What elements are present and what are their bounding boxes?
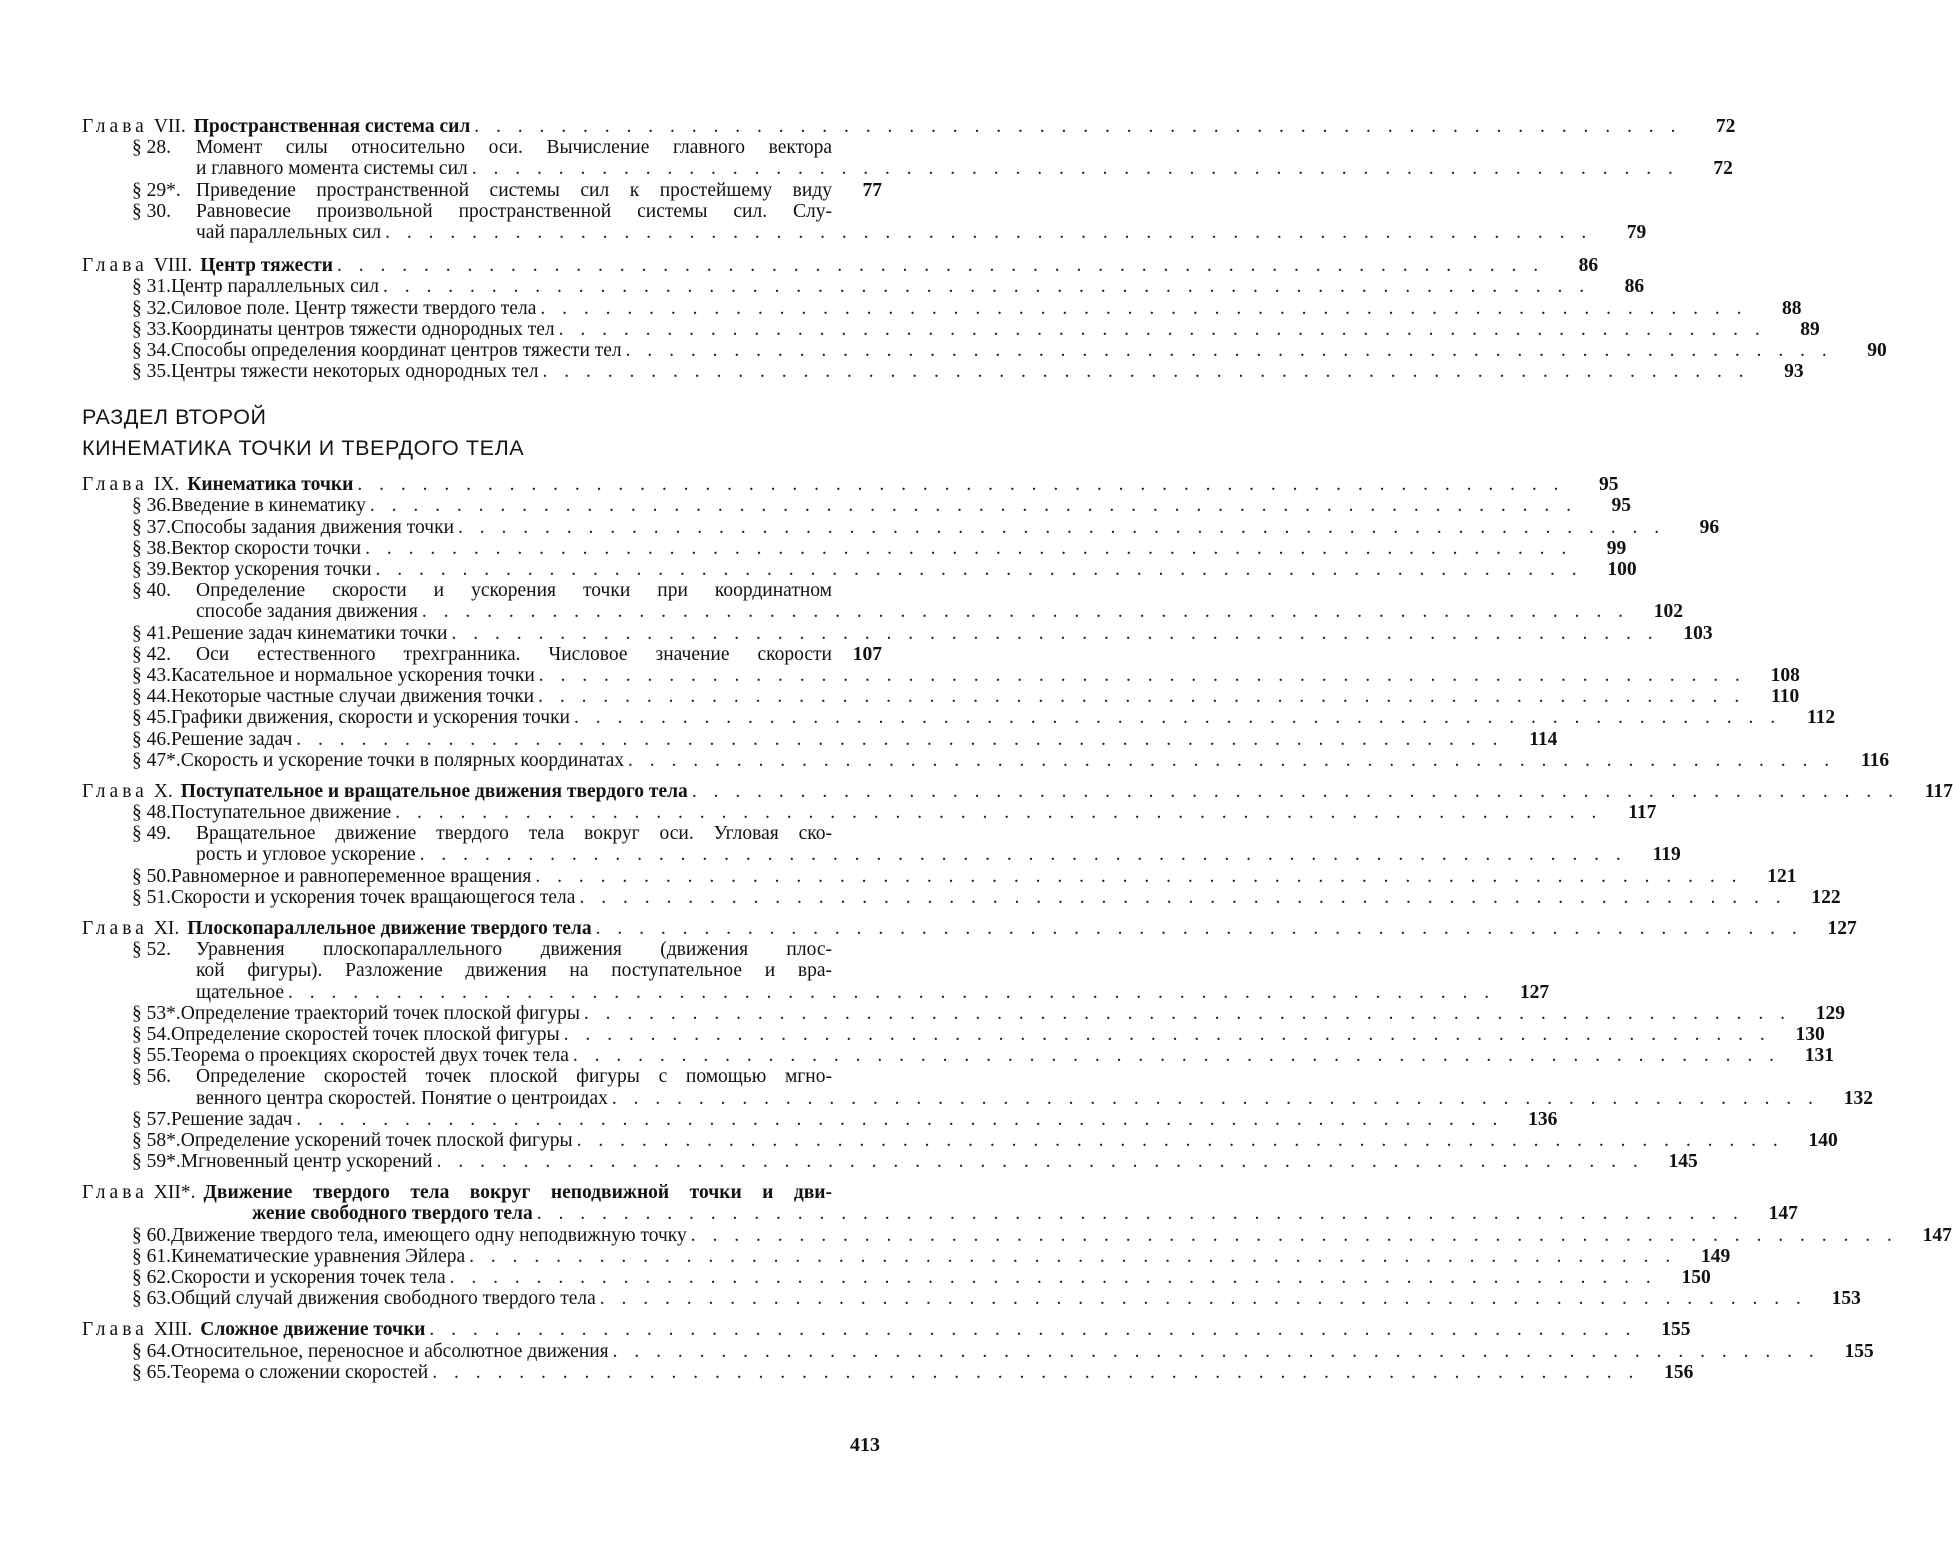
toc-entry-continuation bbox=[82, 601, 1683, 623]
dot-leader: . . . . . . . . . . . . . . . . . . . . . . . . . . . . . . . . . . . . . . . . . . . . . . . . . . . . . . . . bbox=[595, 918, 1803, 939]
section-title: Определение скорости и ускорения точки при координатном bbox=[196, 580, 832, 602]
page-ref: 132 bbox=[1843, 1087, 1873, 1109]
section-number: § 55. bbox=[132, 1045, 171, 1067]
page-ref: 140 bbox=[1808, 1129, 1838, 1151]
dot-leader: . . . . . . . . . . . . . . . . . . . . . . . . . . . . . . . . . . . . . . . . . . . . . . . . . . . . . . . . bbox=[369, 495, 1577, 517]
section-number: § 63. bbox=[132, 1288, 171, 1310]
section-number: § 58*. bbox=[132, 1129, 181, 1151]
dot-leader: . . . . . . . . . . . . . . . . . . . . . . . . . . . . . . . . . . . . . . . . . . . . . . . . . . . . . . . . bbox=[538, 664, 1746, 686]
section-number: § 48. bbox=[132, 802, 171, 824]
chapter-title: Поступательное и вращательное движения твердого тела bbox=[180, 780, 688, 802]
section-number: § 31. bbox=[132, 276, 171, 298]
page-ref: 119 bbox=[1652, 844, 1681, 866]
dot-leader: . . . . . . . . . . . . . . . . . . . . . . . . . . . . . . . . . . . . . . . . . . . . . . . . . . . . . . . . bbox=[542, 361, 1750, 383]
section-number: § 61. bbox=[132, 1245, 171, 1267]
section-number: § 65. bbox=[132, 1361, 171, 1383]
chapter-12-heading-continuation bbox=[82, 1203, 1798, 1225]
section-number: § 35. bbox=[132, 361, 171, 383]
toc-entry bbox=[82, 749, 1890, 771]
section-title: Движение твердого тела, имеющего одну неподвижную точку bbox=[171, 1224, 687, 1246]
chapter-label: Глава bbox=[82, 116, 148, 137]
section-number: § 51. bbox=[132, 886, 171, 908]
dot-leader: . . . . . . . . . . . . . . . . . . . . . . . . . . . . . . . . . . . . . . . . . . . . . . . . . . . . . . . . bbox=[436, 1151, 1644, 1173]
dot-leader: . . . . . . . . . . . . . . . . . . . . . . . . . . . . . . . . . . . . . . . . . . . . . . . . . . . . . . . . bbox=[625, 339, 1833, 361]
page-ref: 96 bbox=[1699, 516, 1720, 538]
section-number: § 39. bbox=[132, 559, 171, 580]
dot-leader: . . . . . . . . . . . . . . . . . . . . . . . . . . . . . . . . . . . . . . . . . . . . . . . . . . . . . . . . bbox=[432, 1361, 1640, 1383]
section-title: Вектор скорости точки bbox=[171, 537, 362, 559]
toc-entry bbox=[82, 361, 1804, 383]
section-title: Силовое поле. Центр тяжести твердого тела bbox=[171, 297, 537, 319]
page-ref: 93 bbox=[1784, 361, 1804, 383]
chapter-title: Кинематика точки bbox=[187, 474, 354, 496]
toc-entry bbox=[82, 802, 1657, 824]
section-title: Графики движения, скорости и ускорения точки bbox=[171, 707, 570, 729]
toc-entry-continuation bbox=[82, 1087, 1873, 1109]
section-title: Определение скоростей точек плоской фигуры с помощью мгно- bbox=[196, 1066, 832, 1088]
section-number: § 43. bbox=[132, 664, 171, 686]
toc-entry bbox=[82, 939, 882, 960]
section-number: § 34. bbox=[132, 339, 171, 361]
toc-entry bbox=[82, 1023, 1825, 1045]
page-ref: 117 bbox=[1628, 802, 1657, 824]
section-number: § 62. bbox=[132, 1267, 171, 1288]
toc-entry bbox=[82, 297, 1802, 319]
toc-entry bbox=[82, 1129, 1838, 1151]
dot-leader: . . . . . . . . . . . . . . . . . . . . . . . . . . . . . . . . . . . . . . . . . . . . . . . . . . . . . . . . bbox=[572, 1045, 1780, 1067]
section-title: чай параллельных сил bbox=[196, 221, 382, 243]
dot-leader: . . . . . . . . . . . . . . . . . . . . . . . . . . . . . . . . . . . . . . . . . . . . . . . . . . . . . . . . bbox=[375, 559, 1583, 580]
page-ref: 110 bbox=[1771, 686, 1800, 708]
page-ref: 90 bbox=[1867, 339, 1887, 361]
toc-entry bbox=[82, 686, 1800, 708]
part-number: РАЗДЕЛ ВТОРОЙ bbox=[82, 405, 267, 430]
page-ref: 95 bbox=[1611, 495, 1631, 517]
section-number: § 44. bbox=[132, 686, 171, 708]
page-ref: 116 bbox=[1860, 749, 1890, 771]
chapter-number: VII. bbox=[153, 116, 186, 137]
dot-leader: . . . . . . . . . . . . . . . . . . . . . . . . . . . . . . . . . . . . . . . . . . . . . . . . . . . . . . . . bbox=[365, 537, 1573, 559]
page-ref: 153 bbox=[1831, 1288, 1861, 1310]
dot-leader: . . . . . . . . . . . . . . . . . . . . . . . . . . . . . . . . . . . . . . . . . . . . . . . . . . . . . . . . bbox=[288, 981, 1496, 1003]
section-number: § 64. bbox=[132, 1340, 171, 1362]
toc-entry bbox=[82, 1045, 1834, 1067]
section-number: § 29*. bbox=[132, 179, 181, 201]
section-title: Момент силы относительно оси. Вычисление главного вектора bbox=[196, 137, 832, 159]
toc-entry bbox=[82, 180, 882, 201]
section-number: § 30. bbox=[132, 200, 171, 222]
dot-leader: . . . . . . . . . . . . . . . . . . . . . . . . . . . . . . . . . . . . . . . . . . . . . . . . . . . . . . . . bbox=[458, 516, 1666, 538]
toc-entry bbox=[82, 201, 882, 222]
chapter-number: XII*. bbox=[153, 1182, 196, 1204]
dot-leader: . . . . . . . . . . . . . . . . . . . . . . . . . . . . . . . . . . . . . . . . . . . . . . . . . . . . . . . . bbox=[449, 1267, 1657, 1288]
dot-leader: . . . . . . . . . . . . . . . . . . . . . . . . . . . . . . . . . . . . . . . . . . . . . . . . . . . . . . . . bbox=[421, 601, 1629, 623]
dot-leader: . . . . . . . . . . . . . . . . . . . . . . . . . . . . . . . . . . . . . . . . . . . . . . . . . . . . . . . . bbox=[469, 1245, 1677, 1267]
section-title: Координаты центров тяжести однородных тел bbox=[171, 318, 555, 340]
chapter-title: жение свободного твердого тела bbox=[252, 1203, 533, 1225]
section-title: Вектор ускорения точки bbox=[171, 559, 372, 580]
section-number: § 40. bbox=[132, 580, 171, 602]
dot-leader: . . . . . . . . . . . . . . . . . . . . . . . . . . . . . . . . . . . . . . . . . . . . . . . . . . . . . . . . bbox=[451, 622, 1659, 644]
section-number: § 46. bbox=[132, 728, 171, 750]
dot-leader: . . . . . . . . . . . . . . . . . . . . . . . . . . . . . . . . . . . . . . . . . . . . . . . . . . . . . . . . bbox=[579, 886, 1787, 908]
page-ref: 155 bbox=[1844, 1340, 1874, 1362]
section-number: § 57. bbox=[132, 1108, 171, 1130]
chapter-7-heading bbox=[82, 116, 1736, 137]
chapter-title: Пространственная система сил bbox=[193, 116, 471, 137]
page-number: 413 bbox=[850, 1434, 880, 1456]
toc-entry bbox=[82, 664, 1800, 686]
page-ref: 99 bbox=[1606, 537, 1627, 559]
chapter-number: X. bbox=[153, 780, 173, 802]
dot-leader: . . . . . . . . . . . . . . . . . . . . . . . . . . . . . . . . . . . . . . . . . . . . . . . . . . . . . . . . bbox=[395, 802, 1603, 824]
toc-entry bbox=[82, 1288, 1861, 1310]
toc-entry bbox=[82, 1002, 1846, 1024]
dot-leader: . . . . . . . . . . . . . . . . . . . . . . . . . . . . . . . . . . . . . . . . . . . . . . . . . . . . . . . . bbox=[540, 297, 1748, 319]
toc-entry bbox=[82, 516, 1720, 538]
section-title: Равновесие произвольной пространственной системы сил. Слу- bbox=[196, 200, 832, 222]
section-number: § 60. bbox=[132, 1224, 171, 1246]
dot-leader: . . . . . . . . . . . . . . . . . . . . . . . . . . . . . . . . . . . . . . . . . . . . . . . . . . . . . . . . bbox=[611, 1087, 1819, 1109]
dot-leader: . . . . . . . . . . . . . . . . . . . . . . . . . . . . . . . . . . . . . . . . . . . . . . . . . . . . . . . . bbox=[429, 1319, 1637, 1341]
page-ref: 103 bbox=[1683, 622, 1713, 644]
toc-entry bbox=[82, 1267, 1711, 1288]
toc-entry bbox=[82, 537, 1627, 559]
section-title: Центры тяжести некоторых однородных тел bbox=[171, 361, 539, 383]
dot-leader: . . . . . . . . . . . . . . . . . . . . . . . . . . . . . . . . . . . . . . . . . . . . . . . . . . . . . . . . bbox=[336, 255, 1545, 277]
section-title: Способы определения координат центров тяжести тел bbox=[171, 339, 622, 361]
toc-entry bbox=[82, 728, 1558, 750]
dot-leader: . . . . . . . . . . . . . . . . . . . . . . . . . . . . . . . . . . . . . . . . . . . . . . . . . . . . . . . . bbox=[574, 707, 1782, 729]
section-number: § 56. bbox=[132, 1066, 171, 1088]
section-title: Поступательное движение bbox=[171, 802, 392, 824]
toc-entry bbox=[82, 886, 1841, 908]
chapter-8-heading bbox=[82, 255, 1599, 277]
toc-entry bbox=[82, 580, 882, 601]
toc-entry bbox=[82, 1361, 1694, 1383]
section-title: Кинематические уравнения Эйлера bbox=[171, 1245, 466, 1267]
section-title: Относительное, переносное и абсолютное движения bbox=[171, 1340, 609, 1362]
page-ref: 129 bbox=[1815, 1002, 1846, 1024]
dot-leader: . . . . . . . . . . . . . . . . . . . . . . . . . . . . . . . . . . . . . . . . . . . . . . . . . . . . . . . . bbox=[535, 865, 1743, 887]
section-title: венного центра скоростей. Понятие о центроидах bbox=[196, 1087, 608, 1109]
chapter-number: XIII. bbox=[153, 1319, 193, 1341]
section-title: Скорость и ускорение точки в полярных координатах bbox=[180, 749, 624, 771]
toc-entry bbox=[82, 1108, 1558, 1130]
section-number: § 50. bbox=[132, 865, 171, 887]
chapter-title: Плоскопараллельное движение твердого тела bbox=[187, 918, 592, 939]
chapter-10-heading bbox=[82, 780, 1953, 802]
section-number: § 49. bbox=[132, 823, 171, 845]
page-ref: 102 bbox=[1653, 601, 1683, 623]
section-title: Решение задач кинематики точки bbox=[171, 622, 448, 644]
toc-entry bbox=[82, 865, 1797, 887]
toc-entry bbox=[82, 707, 1836, 729]
section-number: § 59*. bbox=[132, 1151, 181, 1173]
toc-entry bbox=[82, 1151, 1698, 1173]
toc-entry bbox=[82, 622, 1713, 644]
dot-leader: . . . . . . . . . . . . . . . . . . . . . . . . . . . . . . . . . . . . . . . . . . . . . . . . . . . . . . . . bbox=[296, 1108, 1504, 1130]
toc-entry-continuation bbox=[82, 981, 1550, 1003]
section-number: § 52. bbox=[132, 939, 171, 961]
section-title: Введение в кинематику bbox=[171, 495, 366, 517]
dot-leader: . . . . . . . . . . . . . . . . . . . . . . . . . . . . . . . . . . . . . . . . . . . . . . . . . . . . . . . . bbox=[538, 686, 1746, 708]
dot-leader: . . . . . . . . . . . . . . . . . . . . . . . . . . . . . . . . . . . . . . . . . . . . . . . . . . . . . . . . bbox=[357, 474, 1565, 496]
chapter-9-heading bbox=[82, 474, 1619, 496]
section-number: § 33. bbox=[132, 318, 171, 340]
page-ref: 86 bbox=[1624, 276, 1645, 298]
section-number: § 54. bbox=[132, 1023, 171, 1045]
chapter-label: Глава bbox=[82, 918, 148, 939]
section-number: § 45. bbox=[132, 707, 171, 729]
toc-entry bbox=[82, 495, 1631, 517]
dot-leader: . . . . . . . . . . . . . . . . . . . . . . . . . . . . . . . . . . . . . . . . . . . . . . . . . . . . . . . . bbox=[536, 1203, 1744, 1225]
section-number: § 42. bbox=[132, 643, 171, 665]
page-ref: 108 bbox=[1770, 664, 1800, 686]
dot-leader: . . . . . . . . . . . . . . . . . . . . . . . . . . . . . . . . . . . . . . . . . . . . . . . . . . . . . . . . bbox=[690, 1224, 1898, 1246]
page-ref: 79 bbox=[1626, 221, 1647, 243]
section-title: Касательное и нормальное ускорения точки bbox=[171, 664, 535, 686]
page-ref: 156 bbox=[1664, 1361, 1694, 1383]
page-ref: 77 bbox=[862, 179, 882, 201]
dot-leader: . . . . . . . . . . . . . . . . . . . . . . . . . . . . . . . . . . . . . . . . . . . . . . . . . . . . . . . . bbox=[471, 158, 1679, 180]
toc-entry-continuation bbox=[82, 844, 1681, 866]
page-ref: 127 bbox=[1827, 918, 1857, 939]
dot-leader: . . . . . . . . . . . . . . . . . . . . . . . . . . . . . . . . . . . . . . . . . . . . . . . . . . . . . . . . bbox=[558, 318, 1766, 340]
page-ref: 107 bbox=[852, 643, 882, 665]
toc-entry bbox=[82, 1340, 1874, 1362]
section-title: Скорости и ускорения точек вращающегося тела bbox=[171, 886, 576, 908]
toc-entry bbox=[82, 137, 882, 158]
chapter-number: IX. bbox=[153, 474, 180, 496]
page-ref: 127 bbox=[1519, 981, 1550, 1003]
toc-entry-continuation bbox=[82, 960, 882, 981]
chapter-label: Глава bbox=[82, 780, 148, 802]
section-title: Определение траекторий точек плоской фигуры bbox=[180, 1002, 580, 1024]
dot-leader: . . . . . . . . . . . . . . . . . . . . . . . . . . . . . . . . . . . . . . . . . . . . . . . . . . . . . . . . bbox=[474, 116, 1682, 137]
dot-leader: . . . . . . . . . . . . . . . . . . . . . . . . . . . . . . . . . . . . . . . . . . . . . . . . . . . . . . . . bbox=[628, 749, 1836, 771]
table-of-contents bbox=[82, 116, 1953, 1383]
chapter-label: Глава bbox=[82, 1182, 148, 1204]
chapter-title: Центр тяжести bbox=[200, 255, 333, 277]
page-ref: 86 bbox=[1578, 255, 1599, 277]
section-title: Центр параллельных сил bbox=[171, 276, 379, 298]
page-ref: 89 bbox=[1800, 318, 1820, 340]
page-ref: 72 bbox=[1713, 158, 1733, 180]
toc-entry-continuation bbox=[82, 158, 1733, 180]
dot-leader: . . . . . . . . . . . . . . . . . . . . . . . . . . . . . . . . . . . . . . . . . . . . . . . . . . . . . . . . bbox=[599, 1288, 1807, 1310]
page-ref: 117 bbox=[1924, 780, 1953, 802]
toc-entry bbox=[82, 1245, 1731, 1267]
page-ref: 136 bbox=[1528, 1108, 1558, 1130]
toc-entry-continuation bbox=[82, 221, 1647, 243]
section-title: Уравнения плоскопараллельного движения (движения плос- bbox=[196, 939, 832, 961]
chapter-12-heading bbox=[82, 1182, 882, 1203]
page-ref: 145 bbox=[1668, 1151, 1698, 1173]
section-title: Некоторые частные случаи движения точки bbox=[171, 686, 535, 708]
page-ref: 149 bbox=[1701, 1245, 1731, 1267]
page-ref: 130 bbox=[1795, 1023, 1825, 1045]
section-number: § 28. bbox=[132, 137, 171, 159]
dot-leader: . . . . . . . . . . . . . . . . . . . . . . . . . . . . . . . . . . . . . . . . . . . . . . . . . . . . . . . . bbox=[296, 728, 1504, 750]
section-title: Теорема о сложении скоростей bbox=[171, 1361, 429, 1383]
toc-entry bbox=[82, 823, 882, 844]
dot-leader: . . . . . . . . . . . . . . . . . . . . . . . . . . . . . . . . . . . . . . . . . . . . . . . . . . . . . . . . bbox=[563, 1023, 1771, 1045]
page-ref: 150 bbox=[1681, 1267, 1711, 1288]
dot-leader: . . . . . . . . . . . . . . . . . . . . . . . . . . . . . . . . . . . . . . . . . . . . . . . . . . . . . . . . bbox=[382, 276, 1591, 298]
section-title: и главного момента системы сил bbox=[196, 158, 468, 180]
section-number: § 41. bbox=[132, 622, 171, 644]
dot-leader: . . . . . . . . . . . . . . . . . . . . . . . . . . . . . . . . . . . . . . . . . . . . . . . . . . . . . . . . bbox=[691, 780, 1899, 802]
page-ref: 155 bbox=[1661, 1319, 1691, 1341]
chapter-title: Движение твердого тела вокруг неподвижной точки и дви- bbox=[203, 1182, 832, 1204]
section-number: § 38. bbox=[132, 537, 171, 559]
chapter-label: Глава bbox=[82, 1319, 148, 1341]
section-title: Оси естественного трехгранника. Числовое значение скорости bbox=[196, 643, 832, 665]
section-title: Вращательное движение твердого тела вокруг оси. Угловая ско- bbox=[196, 823, 832, 845]
section-title: кой фигуры). Разложение движения на поступательное и вра- bbox=[196, 960, 832, 982]
section-number: § 36. bbox=[132, 495, 171, 517]
chapter-label: Глава bbox=[82, 255, 148, 277]
section-number: § 32. bbox=[132, 297, 171, 319]
section-number: § 53*. bbox=[132, 1002, 181, 1024]
section-number: § 37. bbox=[132, 516, 171, 538]
page-ref: 88 bbox=[1781, 297, 1802, 319]
section-title: Решение задач bbox=[171, 1108, 293, 1130]
toc-entry bbox=[82, 276, 1645, 298]
section-title: Скорости и ускорения точек тела bbox=[171, 1267, 446, 1288]
chapter-label: Глава bbox=[82, 474, 148, 496]
section-number: § 47*. bbox=[132, 749, 181, 771]
page-ref: 100 bbox=[1607, 559, 1637, 580]
page-ref: 95 bbox=[1598, 474, 1619, 496]
chapter-title: Сложное движение точки bbox=[200, 1319, 426, 1341]
section-title: Теорема о проекциях скоростей двух точек тела bbox=[171, 1045, 569, 1067]
chapter-11-heading bbox=[82, 918, 1857, 939]
page-ref: 114 bbox=[1529, 728, 1558, 750]
page-ref: 147 bbox=[1768, 1203, 1798, 1225]
chapter-number: XI. bbox=[153, 918, 180, 939]
page-ref: 72 bbox=[1715, 116, 1736, 137]
toc-entry bbox=[82, 559, 1637, 580]
section-title: Определение скоростей точек плоской фигуры bbox=[171, 1023, 560, 1045]
section-title: Определение ускорений точек плоской фигуры bbox=[180, 1129, 573, 1151]
part-heading bbox=[82, 402, 882, 464]
page-ref: 112 bbox=[1806, 707, 1836, 729]
section-title: Мгновенный центр ускорений bbox=[180, 1151, 433, 1173]
chapter-13-heading bbox=[82, 1319, 1691, 1341]
part-title: КИНЕМАТИКА ТОЧКИ И ТВЕРДОГО ТЕЛА bbox=[82, 436, 525, 461]
page-ref: 122 bbox=[1811, 886, 1841, 908]
toc-entry bbox=[82, 1224, 1952, 1246]
section-title: щательное bbox=[196, 981, 285, 1003]
chapter-number: VIII. bbox=[153, 255, 193, 277]
toc-entry bbox=[82, 339, 1887, 361]
section-title: Равномерное и равнопеременное вращения bbox=[171, 865, 532, 887]
section-title: Приведение пространственной системы сил к простейшему виду bbox=[196, 179, 832, 201]
section-title: рость и угловое ускорение bbox=[196, 844, 416, 866]
dot-leader: . . . . . . . . . . . . . . . . . . . . . . . . . . . . . . . . . . . . . . . . . . . . . . . . . . . . . . . . bbox=[385, 221, 1593, 243]
section-title: Способы задания движения точки bbox=[171, 516, 455, 538]
dot-leader: . . . . . . . . . . . . . . . . . . . . . . . . . . . . . . . . . . . . . . . . . . . . . . . . . . . . . . . . bbox=[576, 1129, 1784, 1151]
toc-entry bbox=[82, 318, 1820, 340]
toc-entry bbox=[82, 1066, 882, 1087]
dot-leader: . . . . . . . . . . . . . . . . . . . . . . . . . . . . . . . . . . . . . . . . . . . . . . . . . . . . . . . . bbox=[419, 844, 1627, 866]
dot-leader: . . . . . . . . . . . . . . . . . . . . . . . . . . . . . . . . . . . . . . . . . . . . . . . . . . . . . . . . bbox=[612, 1340, 1820, 1362]
page-ref: 121 bbox=[1767, 865, 1797, 887]
page-ref: 147 bbox=[1922, 1224, 1952, 1246]
section-title: Общий случай движения свободного твердого тела bbox=[171, 1288, 596, 1310]
section-title: Решение задач bbox=[171, 728, 293, 750]
dot-leader: . . . . . . . . . . . . . . . . . . . . . . . . . . . . . . . . . . . . . . . . . . . . . . . . . . . . . . . . bbox=[583, 1002, 1792, 1024]
toc-entry bbox=[82, 644, 882, 665]
page-ref: 131 bbox=[1804, 1045, 1834, 1067]
section-title: способе задания движения bbox=[196, 601, 418, 623]
